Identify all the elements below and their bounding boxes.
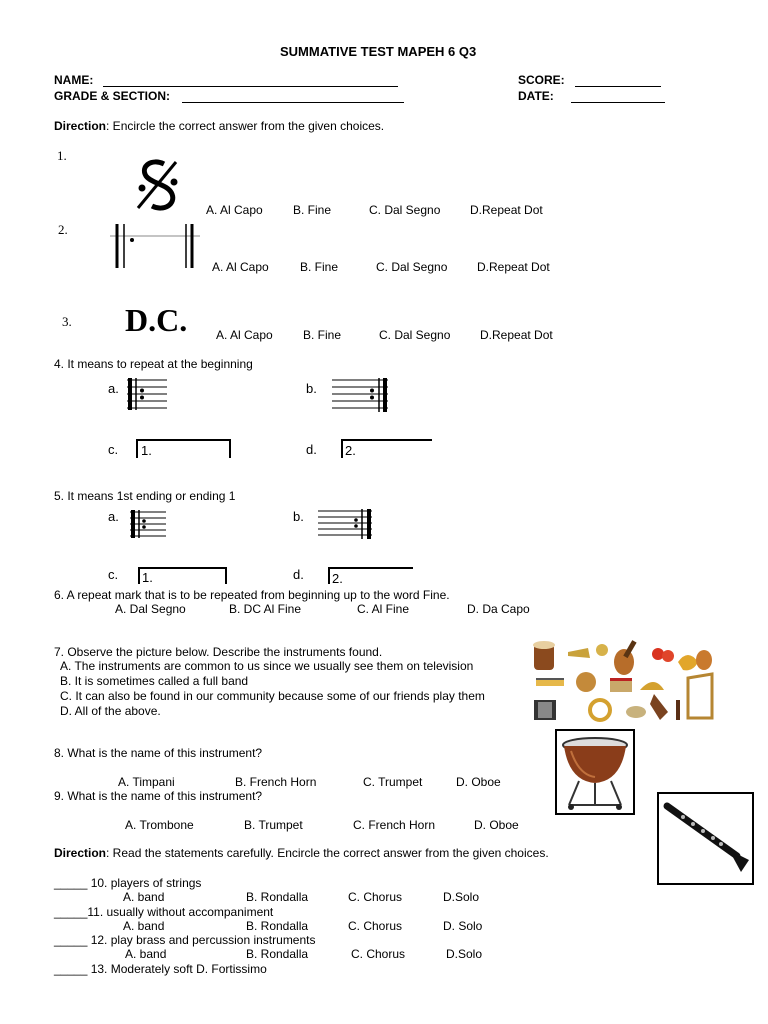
- clarinet-icon: [659, 794, 752, 883]
- date-field[interactable]: [571, 89, 665, 103]
- q4-first-ending-label: 1.: [141, 443, 152, 458]
- q12-option-b[interactable]: B. Rondalla: [246, 947, 309, 961]
- q2-option-a[interactable]: A. Al Capo: [212, 260, 269, 274]
- q12-option-d[interactable]: D.Solo: [446, 947, 483, 961]
- q4-letter-d[interactable]: d.: [306, 442, 317, 457]
- grade-section-field[interactable]: [182, 89, 404, 103]
- score-field[interactable]: [575, 73, 661, 87]
- q2-option-c[interactable]: C. Dal Segno: [376, 260, 448, 274]
- q6-text: 6. A repeat mark that is to be repeated from beginning up to the word Fine.: [54, 588, 450, 602]
- q5-letter-b[interactable]: b.: [293, 509, 304, 524]
- q1-number: 1.: [57, 148, 67, 163]
- answer-blank[interactable]: _____: [54, 933, 88, 947]
- q5-letter-d[interactable]: d.: [293, 567, 304, 582]
- end-repeat-icon: [332, 376, 390, 414]
- q10-option-b[interactable]: B. Rondalla: [246, 890, 309, 904]
- q7-option-b[interactable]: B. It is sometimes called a full band: [60, 674, 249, 688]
- q10-option-d[interactable]: D.Solo: [443, 890, 480, 904]
- q4-letter-a[interactable]: a.: [108, 381, 119, 396]
- q6-option-a[interactable]: A. Dal Segno: [115, 602, 186, 616]
- q10-text: _____ 10. players of strings: [54, 876, 202, 890]
- q1-option-d[interactable]: D.Repeat Dot: [470, 203, 543, 217]
- da-capo-symbol: D.C.: [125, 302, 188, 338]
- q7-option-a[interactable]: A. The instruments are common to us since we usually see them on television: [60, 659, 474, 673]
- q10-option-a[interactable]: A. band: [123, 890, 165, 904]
- q9-option-c[interactable]: C. French Horn: [353, 818, 436, 832]
- start-repeat-icon: [127, 376, 169, 412]
- q1-option-a[interactable]: A. Al Capo: [206, 203, 263, 217]
- q2-option-d[interactable]: D.Repeat Dot: [477, 260, 550, 274]
- q6-option-d[interactable]: D. Da Capo: [467, 602, 530, 616]
- grade-section-label: GRADE & SECTION:: [54, 89, 171, 103]
- score-label: SCORE:: [518, 73, 565, 87]
- clarinet-image-frame: [657, 792, 754, 885]
- direction-2: Direction: Read the statements carefully. Encircle the correct answer from the given choices.: [54, 846, 549, 860]
- repeat-dot-icon: [110, 222, 202, 270]
- q4-letter-c[interactable]: c.: [108, 442, 119, 457]
- q6-option-c[interactable]: C. Al Fine: [357, 602, 410, 616]
- q12-option-c[interactable]: C. Chorus: [351, 947, 406, 961]
- q10-option-c[interactable]: C. Chorus: [348, 890, 403, 904]
- q5-first-ending-label: 1.: [142, 570, 153, 585]
- q2-number: 2.: [58, 222, 68, 237]
- q8-text: 8. What is the name of this instrument?: [54, 746, 263, 760]
- q9-text: 9. What is the name of this instrument?: [54, 789, 263, 803]
- q11-text: _____11. usually without accompaniment: [54, 905, 274, 919]
- q5-text: 5. It means 1st ending or ending 1: [54, 489, 236, 503]
- q5-letter-a[interactable]: a.: [108, 509, 119, 524]
- q3-option-a[interactable]: A. Al Capo: [216, 328, 273, 342]
- q8-option-a[interactable]: A. Timpani: [118, 775, 175, 789]
- q4-letter-b[interactable]: b.: [306, 381, 317, 396]
- q2-option-b[interactable]: B. Fine: [300, 260, 339, 274]
- q1-option-c[interactable]: C. Dal Segno: [369, 203, 441, 217]
- instruments-collage-image: [528, 638, 722, 724]
- end-repeat-icon: [318, 507, 376, 543]
- q1-option-b[interactable]: B. Fine: [293, 203, 332, 217]
- q9-option-b[interactable]: B. Trumpet: [244, 818, 303, 832]
- direction-1: Direction: Encircle the correct answer from the given choices.: [54, 119, 385, 133]
- q3-option-b[interactable]: B. Fine: [303, 328, 342, 342]
- q12-option-a[interactable]: A. band: [125, 947, 167, 961]
- q11-option-b[interactable]: B. Rondalla: [246, 919, 309, 933]
- q13-text: _____ 13. Moderately soft D. Fortissimo: [54, 962, 267, 976]
- q11-option-d[interactable]: D. Solo: [443, 919, 483, 933]
- q3-option-d[interactable]: D.Repeat Dot: [480, 328, 553, 342]
- q8-option-d[interactable]: D. Oboe: [456, 775, 501, 789]
- name-field[interactable]: [103, 73, 398, 87]
- segno-icon: [134, 158, 182, 214]
- page-title: SUMMATIVE TEST MAPEH 6 Q3: [280, 44, 477, 59]
- start-repeat-icon: [130, 508, 168, 542]
- name-label: NAME:: [54, 73, 94, 87]
- q5-letter-c[interactable]: c.: [108, 567, 119, 582]
- q7-option-d[interactable]: D. All of the above.: [60, 704, 161, 718]
- q11-option-c[interactable]: C. Chorus: [348, 919, 403, 933]
- q6-option-b[interactable]: B. DC Al Fine: [229, 602, 302, 616]
- q9-option-a[interactable]: A. Trombone: [125, 818, 194, 832]
- q9-option-d[interactable]: D. Oboe: [474, 818, 519, 832]
- answer-blank[interactable]: _____: [54, 962, 88, 976]
- q3-number: 3.: [62, 314, 72, 329]
- answer-blank[interactable]: _____: [54, 905, 88, 919]
- q3-option-c[interactable]: C. Dal Segno: [379, 328, 451, 342]
- q8-option-c[interactable]: C. Trumpet: [363, 775, 423, 789]
- q7-option-c[interactable]: C. It can also be found in our community because some of our friends play them: [60, 689, 485, 703]
- q12-text: _____ 12. play brass and percussion instruments: [54, 933, 316, 947]
- q8-option-b[interactable]: B. French Horn: [235, 775, 317, 789]
- q5-second-ending-label: 2.: [332, 571, 343, 586]
- answer-blank[interactable]: _____: [54, 876, 88, 890]
- q4-text: 4. It means to repeat at the beginning: [54, 357, 253, 371]
- timpani-icon: [559, 733, 631, 811]
- q7-text: 7. Observe the picture below. Describe the instruments found.: [54, 645, 383, 659]
- q4-second-ending-label: 2.: [345, 443, 356, 458]
- date-label: DATE:: [518, 89, 554, 103]
- timpani-image-frame: [555, 729, 635, 815]
- q11-option-a[interactable]: A. band: [123, 919, 165, 933]
